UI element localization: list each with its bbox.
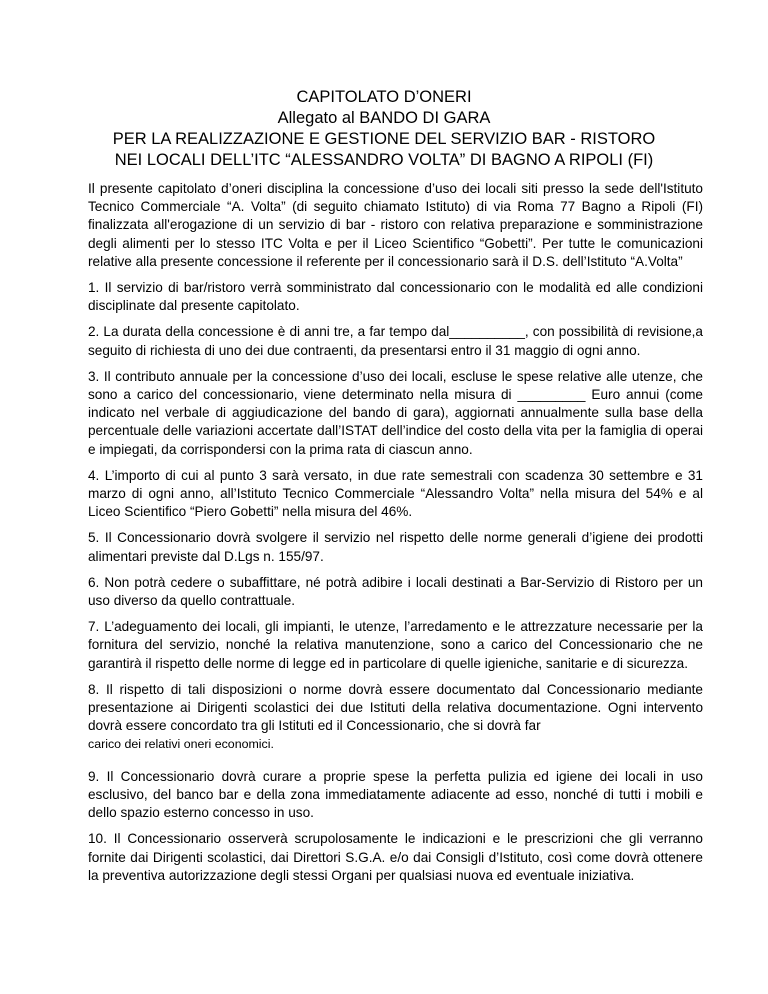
document-body <box>88 180 703 893</box>
clause-8: 8. Il rispetto di tali disposizioni o norme dovrà essere documentato dal Concessionario mediante presentazione ai Dirigenti scolastici dei due Istituti della relativa documentazione. Ogni intervento dovrà essere concordato tra gli Istituti ed il Concessionario, che si dovrà far <box>88 681 703 734</box>
clause-3: 3. Il contributo annuale per la concessione d’uso dei locali, escluse le spese relative alle utenze, che sono a carico del concessionario, viene determinato nella misura di _________ Euro annui (come indicato nel verbale di aggiudicazione del bando di gara), aggiornati annualmente sulla base della percentuale delle variazioni accertate dall’ISTAT dell’indice del costo della vita per la famiglia di operai e impiegati, da corrispondersi con la prima rata di ciascun anno. <box>88 368 703 457</box>
intro-paragraph: Il presente capitolato d’oneri disciplina la concessione d’uso dei locali siti presso la sede dell'Istituto Tecnico Commerciale “A. Volta” (di seguito chiamato Istituto) di via Roma 77 Bagno a Ripoli (FI) finalizzata all'erogazione di un servizio di bar - ristoro con relativa preparazione e somministrazione degli alimenti per lo stesso ITC Volta e per il Liceo Scientifico “Gobetti”. Per tutte le comunicazioni relative alla presente concessione il referente per il concessionario sarà il D.S. dell’Istituto “A.Volta” <box>88 181 703 269</box>
clause-6: 6. Non potrà cedere o subaffittare, né potrà adibire i locali destinati a Bar-Servizio di Ristoro per un uso diverso da quello contrattuale. <box>88 574 703 609</box>
clause-5: 5. Il Concessionario dovrà svolgere il servizio nel rispetto delle norme generali d’igiene dei prodotti alimentari previste dal D.Lgs n. 155/97. <box>88 530 703 564</box>
clause-1: 1. Il servizio di bar/ristoro verrà somministrato dal concessionario con le modalità ed alle condizioni disciplinate dal presente capitolato. <box>88 280 703 314</box>
title-line: NEI LOCALI DELL’ITC “ALESSANDRO VOLTA” DI BAGNO A RIPOLI (FI) <box>114 151 654 169</box>
clause-9: 9. Il Concessionario dovrà curare a proprie spese la perfetta pulizia ed igiene dei locali in uso esclusivo, del banco bar e della zona immediatamente adiacente ad esso, nonché di tutti i mobili e dello spazio esterno concesso in uso. <box>88 768 703 821</box>
title-line: CAPITOLATO D’ONERI <box>296 88 472 106</box>
document-title <box>60 87 708 171</box>
title-line: PER LA REALIZZAZIONE E GESTIONE DEL SERVIZIO BAR - RISTORO <box>112 130 656 148</box>
title-line: Allegato al BANDO DI GARA <box>277 109 491 127</box>
clause-8-tail: carico dei relativi oneri economici. <box>88 737 274 752</box>
clause-10: 10. Il Concessionario osserverà scrupolosamente le indicazioni e le prescrizioni che gli verranno fornite dai Dirigenti scolastici, dai Direttori S.G.A. e/o dai Consigli d’Istituto, così come dovrà ottenere la preventiva autorizzazione degli stessi Organi per qualsiasi nuova ed eventuale iniziativa. <box>88 831 703 883</box>
clause-7: 7. L’adeguamento dei locali, gli impianti, le utenze, l’arredamento e le attrezzature necessarie per la fornitura del servizio, nonché la relativa manutenzione, sono a carico del Concessionario che ne garantirà il rispetto delle norme di legge ed in particolare di quelle igieniche, sanitarie e di sicurezza. <box>88 619 703 671</box>
clause-4: 4. L’importo di cui al punto 3 sarà versato, in due rate semestrali con scadenza 30 settembre e 31 marzo di ogni anno, all’Istituto Tecnico Commerciale “Alessandro Volta” nella misura del 54% e al Liceo Scientifico “Piero Gobetti” nella misura del 46%. <box>88 467 703 520</box>
clause-2: 2. La durata della concessione è di anni tre, a far tempo dal__________, con possibilità di revisione,a seguito di richiesta di uno dei due contraenti, da presentarsi entro il 31 maggio di ogni anno. <box>88 324 703 358</box>
